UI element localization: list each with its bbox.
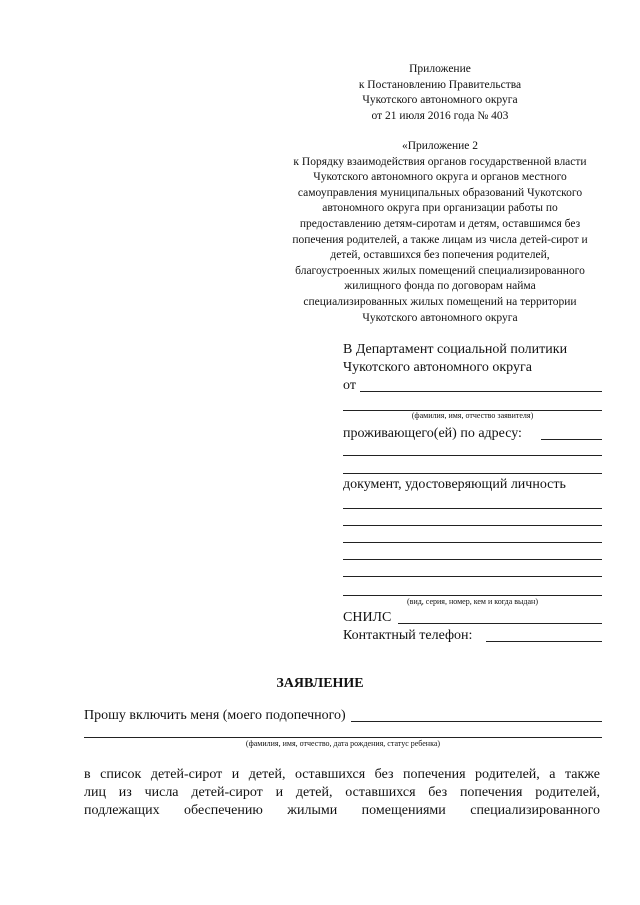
- appendix-line: предоставлению детям-сиротам и детям, оставшимся без: [299, 217, 581, 230]
- header-line: Приложение: [409, 63, 471, 75]
- address-label: проживающего(ей) по адресу:: [343, 426, 522, 441]
- appendix-line: Чукотского автономного округа: [362, 311, 518, 324]
- child-caption: (фамилия, имя, отчество, дата рождения, статус ребенка): [245, 739, 441, 748]
- id-doc-field-3[interactable]: [343, 542, 602, 543]
- id-doc-field-2[interactable]: [343, 525, 602, 526]
- body-line: лиц из числа детей-сирот и детей, оставшихся без попечения родителей,: [84, 785, 600, 800]
- phone-label: Контактный телефон:: [343, 628, 473, 643]
- from-label: от: [343, 378, 356, 393]
- id-doc-field-4[interactable]: [343, 559, 602, 560]
- id-doc-field-6[interactable]: [343, 595, 602, 596]
- fio-caption: (фамилия, имя, отчество заявителя): [411, 411, 534, 420]
- address-field[interactable]: [541, 439, 602, 440]
- id-doc-field-1[interactable]: [343, 508, 602, 509]
- statement-title: ЗАЯВЛЕНИЕ: [276, 676, 364, 691]
- appendix-line: специализированных жилых помещений на территории: [303, 295, 577, 308]
- addressee-line-1: В Департамент социальной политики: [343, 342, 568, 357]
- address-field-2[interactable]: [343, 455, 602, 456]
- child-name-field-2[interactable]: [84, 737, 602, 738]
- appendix-line: благоустроенных жилых помещений специализированного: [295, 264, 585, 277]
- addressee-line-2: Чукотского автономного округа: [343, 360, 532, 375]
- header-line: от 21 июля 2016 года № 403: [371, 109, 509, 122]
- address-field-3[interactable]: [343, 473, 602, 474]
- id-doc-label: документ, удостоверяющий личность: [343, 477, 566, 492]
- id-doc-caption: (вид, серия, номер, кем и когда выдан): [407, 597, 538, 606]
- appendix-line: Чукотского автономного округа и органов местного: [313, 171, 567, 184]
- snils-label: СНИЛС: [343, 610, 392, 625]
- body-line: подлежащих обеспечению жилыми помещениями специализированного: [84, 803, 600, 818]
- appendix-line: самоуправления муниципальных образований Чукотского: [297, 186, 583, 199]
- appendix-line: автономного округа при организации работы по: [322, 202, 558, 215]
- appendix-line: к Порядку взаимодействия органов государственной власти: [293, 155, 587, 168]
- appendix-line: попечения родителей, а также лицам из числа детей-сирот и: [292, 233, 588, 246]
- appendix-line: «Приложение 2: [401, 140, 479, 152]
- snils-field[interactable]: [398, 623, 602, 624]
- appendix-line: жилищного фонда по договорам найма: [344, 280, 536, 293]
- from-field[interactable]: [360, 391, 602, 392]
- id-doc-field-5[interactable]: [343, 576, 602, 577]
- appendix-line: детей, оставшихся без попечения родителей,: [330, 249, 550, 262]
- appendix-header: [260, 139, 620, 326]
- child-name-field[interactable]: [351, 721, 602, 722]
- header-line: Чукотского автономного округа: [362, 94, 518, 107]
- request-label: Прошу включить меня (моего подопечного): [84, 708, 346, 723]
- phone-field[interactable]: [486, 641, 602, 642]
- resolution-header: [260, 62, 620, 124]
- header-line: к Постановлению Правительства: [358, 78, 522, 91]
- body-line: в список детей-сирот и детей, оставшихся без попечения родителей, а также: [84, 767, 600, 782]
